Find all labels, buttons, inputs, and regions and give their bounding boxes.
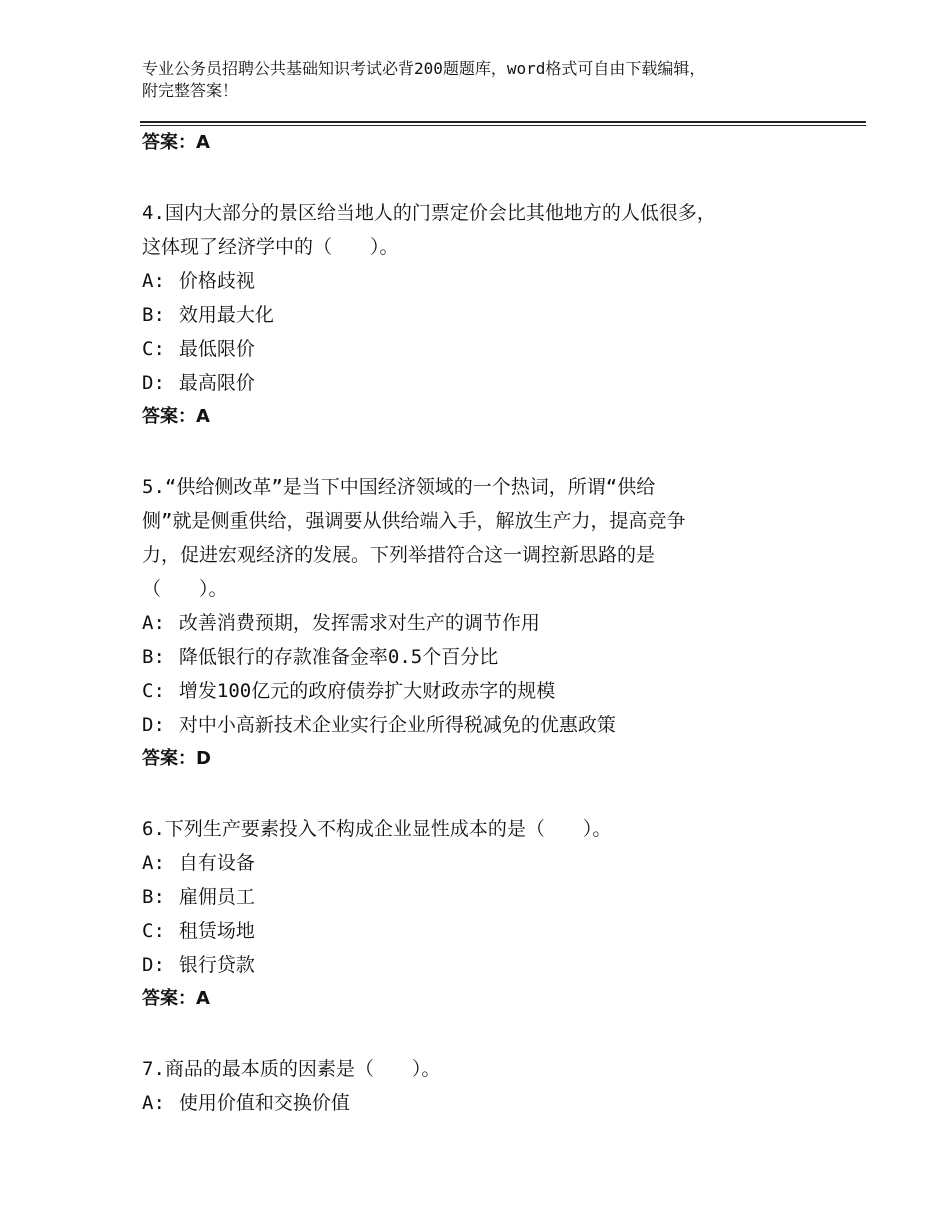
question-6	[142, 812, 842, 1016]
option-text: 降低银行的存款准备金率0.5个百分比	[178, 646, 499, 668]
answer-line: 答案：D	[142, 748, 211, 769]
option-c	[142, 332, 842, 366]
option-letter: A:	[142, 270, 165, 292]
answer-line: 答案：A	[142, 988, 210, 1009]
option-a	[142, 264, 842, 298]
option-d	[142, 948, 842, 982]
answer-line: 答案：A	[142, 406, 210, 427]
option-d	[142, 366, 842, 400]
question-stem	[142, 812, 842, 846]
stem-line: 5.“供给侧改革”是当下中国经济领域的一个热词，所谓“供给	[142, 476, 656, 498]
option-text: 效用最大化	[178, 304, 274, 326]
option-letter: B:	[142, 886, 165, 908]
header-line-1: 专业公务员招聘公共基础知识考试必背200题题库，word格式可自由下载编辑，	[142, 59, 706, 78]
stem-line: 侧”就是侧重供给，强调要从供给端入手，解放生产力，提高竞争	[142, 510, 686, 532]
option-letter: D:	[142, 714, 165, 736]
option-c	[142, 914, 842, 948]
option-text: 对中小高新技术企业实行企业所得税减免的优惠政策	[178, 714, 616, 736]
option-letter: C:	[142, 920, 165, 942]
option-text: 改善消费预期，发挥需求对生产的调节作用	[178, 612, 540, 634]
option-text: 使用价值和交换价值	[178, 1092, 350, 1114]
option-text: 银行贷款	[178, 954, 255, 976]
option-b	[142, 880, 842, 914]
stem-line: 6.下列生产要素投入不构成企业显性成本的是（ ）。	[142, 818, 612, 840]
stem-line: 力，促进宏观经济的发展。下列举措符合这一调控新思路的是	[142, 544, 656, 566]
stem-line: 4.国内大部分的景区给当地人的门票定价会比其他地方的人低很多，	[142, 202, 716, 224]
header-line-2: 附完整答案！	[142, 81, 239, 100]
stem-line: 7.商品的最本质的因素是（ ）。	[142, 1058, 441, 1080]
question-stem	[142, 196, 842, 264]
option-a	[142, 846, 842, 880]
option-letter: A:	[142, 852, 165, 874]
option-letter: D:	[142, 954, 165, 976]
option-text: 自有设备	[178, 852, 255, 874]
option-b	[142, 298, 842, 332]
option-d	[142, 708, 842, 742]
question-stem	[142, 1052, 842, 1086]
option-b	[142, 640, 842, 674]
option-text: 租赁场地	[178, 920, 255, 942]
option-text: 最高限价	[178, 372, 255, 394]
stem-line: 这体现了经济学中的（ ）。	[142, 236, 399, 258]
option-a	[142, 606, 842, 640]
document-header	[142, 58, 842, 102]
option-letter: B:	[142, 304, 165, 326]
option-a	[142, 1086, 842, 1120]
option-letter: A:	[142, 612, 165, 634]
option-letter: C:	[142, 338, 165, 360]
question-stem	[142, 470, 842, 606]
stem-line: （ ）。	[142, 578, 228, 600]
option-text: 价格歧视	[178, 270, 255, 292]
header-divider-thick	[140, 121, 866, 123]
previous-answer: 答案：A	[142, 132, 210, 153]
option-text: 增发100亿元的政府债券扩大财政赤字的规模	[178, 680, 556, 702]
option-letter: C:	[142, 680, 165, 702]
question-4	[142, 196, 842, 434]
option-c	[142, 674, 842, 708]
question-7	[142, 1052, 842, 1120]
option-letter: B:	[142, 646, 165, 668]
option-text: 雇佣员工	[178, 886, 255, 908]
option-letter: D:	[142, 372, 165, 394]
question-list	[142, 126, 842, 1120]
option-text: 最低限价	[178, 338, 255, 360]
option-letter: A:	[142, 1092, 165, 1114]
question-5	[142, 470, 842, 776]
